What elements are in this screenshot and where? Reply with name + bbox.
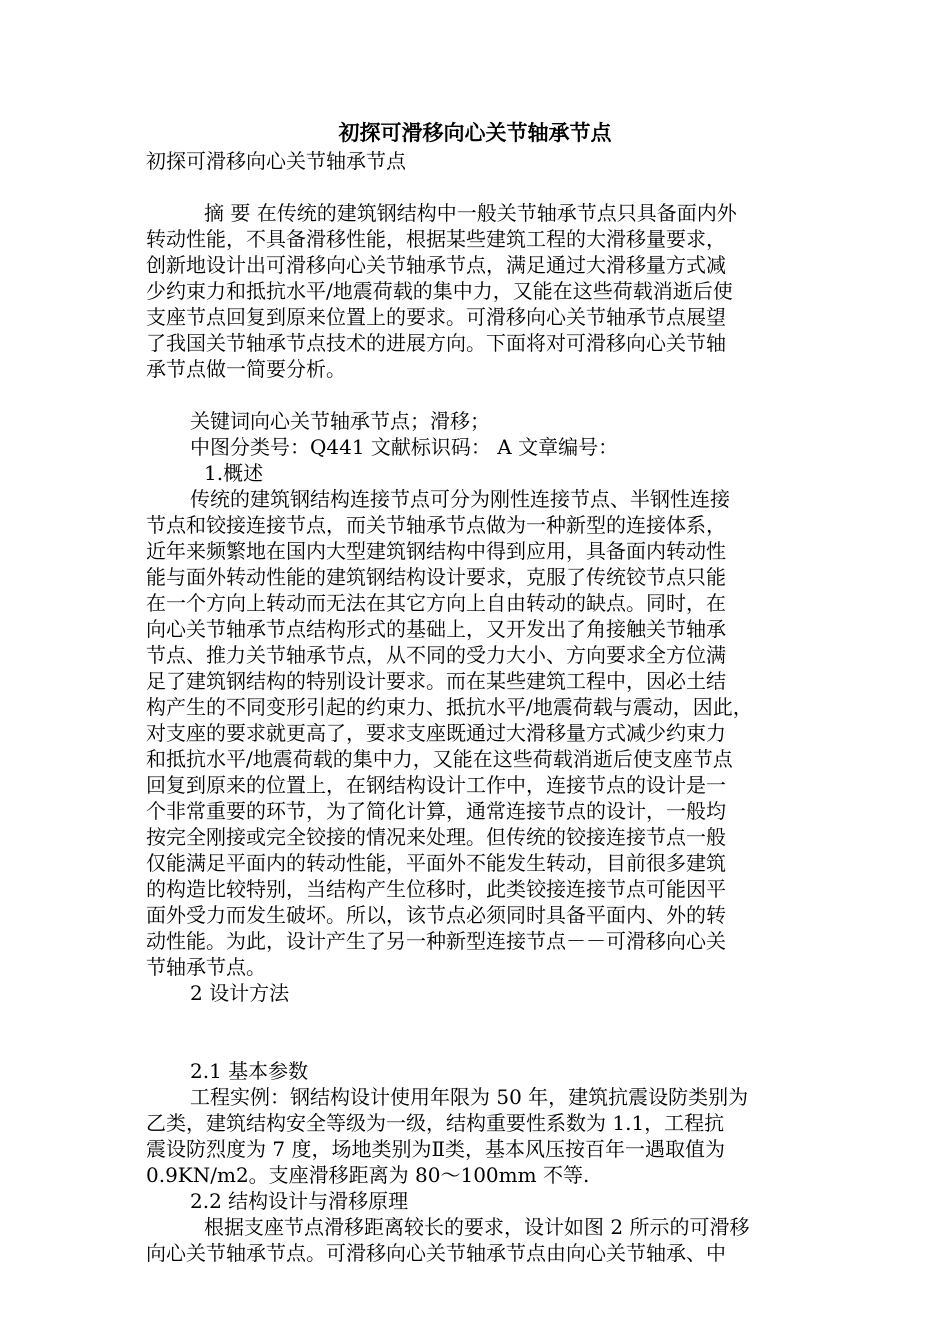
body-line: 向心关节轴承节点结构形式的基础上，又开发出了角接触关节轴承 bbox=[146, 617, 726, 641]
body-line: 乙类，建筑结构安全等级为一级，结构重要性系数为 1.1，工程抗 bbox=[146, 1111, 725, 1135]
body-line: 近年来频繁地在国内大型建筑钢结构中得到应用，具备面内转动性 bbox=[146, 539, 726, 563]
abstract-line: 少约束力和抵抗水平/地震荷载的集中力，又能在这些荷载消逝后使 bbox=[146, 279, 733, 303]
body-line: 能与面外转动性能的建筑钢结构设计要求，克服了传统铰节点只能 bbox=[146, 565, 726, 589]
body-line: 节点、推力关节轴承节点，从不同的受力大小、方向要求全方位满 bbox=[146, 643, 726, 667]
body-line: 在一个方向上转动而无法在其它方向上自由转动的缺点。同时，在 bbox=[146, 591, 726, 615]
keywords-line: 关键词向心关节轴承节点；滑移； bbox=[190, 409, 490, 433]
subsection-heading-structure: 2.2 结构设计与滑移原理 bbox=[190, 1189, 409, 1213]
body-line: 根据支座节点滑移距离较长的要求，设计如图 2 所示的可滑移 bbox=[204, 1215, 750, 1239]
body-line: 0.9KN/m2。支座滑移距离为 80～100mm 不等. bbox=[146, 1163, 590, 1187]
body-line: 节轴承节点。 bbox=[146, 955, 266, 979]
body-line: 对支座的要求就更高了，要求支座既通过大滑移量方式减少约束力 bbox=[146, 721, 726, 745]
abstract-line: 支座节点回复到原来位置上的要求。可滑移向心关节轴承节点展望 bbox=[146, 305, 726, 329]
body-line: 回复到原来的位置上，在钢结构设计工作中，连接节点的设计是一 bbox=[146, 773, 726, 797]
body-line: 震设防烈度为 7 度，场地类别为Ⅱ类，基本风压按百年一遇取值为 bbox=[146, 1137, 726, 1161]
body-line: 动性能。为此，设计产生了另一种新型连接节点－－可滑移向心关 bbox=[146, 929, 726, 953]
abstract-line: 转动性能，不具备滑移性能，根据某些建筑工程的大滑移量要求， bbox=[146, 227, 726, 251]
abstract-line: 承节点做一简要分析。 bbox=[146, 357, 346, 381]
subtitle-line: 初探可滑移向心关节轴承节点 bbox=[146, 149, 406, 173]
body-line: 节点和铰接连接节点，而关节轴承节点做为一种新型的连接体系， bbox=[146, 513, 726, 537]
abstract-line: 了我国关节轴承节点技术的进展方向。下面将对可滑移向心关节轴 bbox=[146, 331, 726, 355]
section-heading-design: 2 设计方法 bbox=[190, 981, 290, 1005]
body-line: 构产生的不同变形引起的约束力、抵抗水平/地震荷载与震动，因此， bbox=[146, 695, 753, 719]
body-line: 工程实例：钢结构设计使用年限为 50 年，建筑抗震设防类别为 bbox=[190, 1085, 749, 1109]
body-line: 和抵抗水平/地震荷载的集中力，又能在这些荷载消逝后使支座节点 bbox=[146, 747, 733, 771]
body-line: 的构造比较特别，当结构产生位移时，此类铰接连接节点可能因平 bbox=[146, 877, 726, 901]
body-line: 向心关节轴承节点。可滑移向心关节轴承节点由向心关节轴承、中 bbox=[146, 1241, 726, 1265]
body-line: 个非常重要的环节，为了简化计算，通常连接节点的设计，一般均 bbox=[146, 799, 726, 823]
abstract-line: 摘 要 在传统的建筑钢结构中一般关节轴承节点只具备面内外 bbox=[204, 201, 737, 225]
body-line: 仅能满足平面内的转动性能，平面外不能发生转动，目前很多建筑 bbox=[146, 851, 726, 875]
subsection-heading-parameters: 2.1 基本参数 bbox=[190, 1059, 309, 1083]
classification-line: 中图分类号：Q441 文献标识码： A 文章编号： bbox=[190, 435, 619, 459]
body-line: 面外受力而发生破坏。所以，该节点必须同时具备平面内、外的转 bbox=[146, 903, 726, 927]
section-heading-overview: 1.概述 bbox=[204, 461, 264, 485]
body-line: 按完全刚接或完全铰接的情况来处理。但传统的铰接连接节点一般 bbox=[146, 825, 726, 849]
body-line: 传统的建筑钢结构连接节点可分为刚性连接节点、半钢性连接 bbox=[190, 487, 730, 511]
body-line: 足了建筑钢结构的特别设计要求。而在某些建筑工程中，因必土结 bbox=[146, 669, 726, 693]
document-title: 初探可滑移向心关节轴承节点 bbox=[338, 120, 612, 145]
abstract-line: 创新地设计出可滑移向心关节轴承节点，满足通过大滑移量方式减 bbox=[146, 253, 726, 277]
